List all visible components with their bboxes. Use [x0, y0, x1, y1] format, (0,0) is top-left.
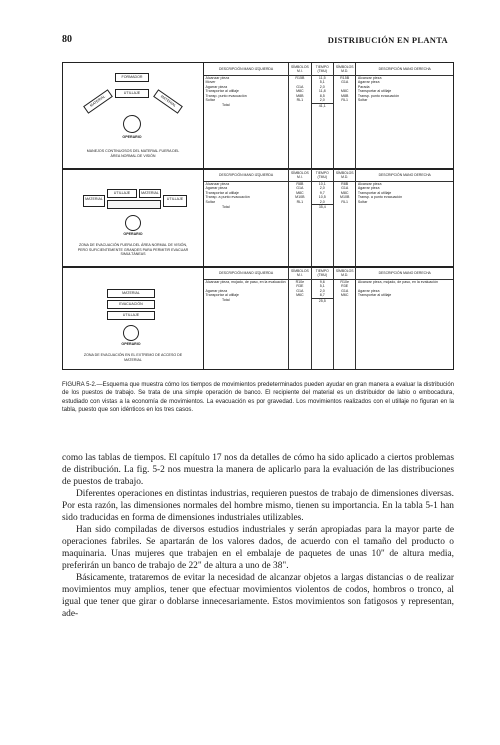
panel-1-header: DESCRIPCIÓN MANO IZQUIERDA [204, 63, 289, 76]
cell-right-symbol: G1A [333, 80, 355, 84]
cell-right-desc: Alcanzar pieza [356, 76, 453, 81]
cell-right-desc: Agarrar pieza [356, 80, 453, 84]
panel-2-header: TIEMPO (TMU) [311, 169, 333, 182]
panel-3-header: TIEMPO (TMU) [311, 267, 333, 280]
paragraph: como las tablas de tiempos. El capítulo 17 nos da detalles de cómo ha sido aplicado a ciertos problemas de distribución. La fig. 5-2 nos muestra la manera de aplicarlo para la evaluación de las distribuciones de puestos de trabajo. [62, 453, 454, 487]
paragraph: Básicamente, trataremos de evitar la necesidad de alcanzar objetos a largas distancias o de realizar movimientos muy amplios, tener que efectuar movimientos violentos de codos, hombros o tronco, al igual que tener que girar o doblarse innecesariamente. Estos movimientos son fatigosos y representan, ade- [62, 573, 454, 619]
panel-1-box-2: UTILLAJE [115, 89, 149, 98]
paragraph: Diferentes operaciones en distintas industrias, requieren puestos de trabajo de dimensiones diversas. Por esta razón, las dimensiones normales del hombre mismo, tienen su importancia. En la tabla 5-1 han sido traducidas en forma de dimensiones industriales utilizables. [62, 489, 454, 523]
cell-left-desc: Agarrar pieza [205, 84, 228, 89]
cell-left-symbol: M8C [289, 191, 311, 195]
cell-left-desc: Transp. punto evacuación [205, 93, 247, 98]
panel-1-box-4: MATERIAL [153, 89, 183, 114]
panel-2-bench [107, 200, 161, 209]
cell-time: 10,1 [311, 182, 333, 187]
cell-right-symbol: RL1 [333, 98, 355, 103]
total-value: 35,4 [311, 205, 333, 210]
panel-1-table [204, 63, 453, 169]
panel-3-operator-label: OPERARIO [121, 342, 141, 346]
panel-3-header: SÍMBOLOS M.I. [289, 267, 311, 280]
panel-3-table [204, 267, 453, 369]
total-label: Total [222, 204, 230, 209]
cell-right-desc: Soltar [356, 200, 453, 205]
panel-2-operator-label: OPERARIO [123, 232, 143, 236]
panel-3-box-3: UTILLAJE [107, 311, 155, 320]
cell-left-desc: Alcanzar pieza [205, 182, 230, 186]
cell-right-symbol: R3E [333, 284, 355, 288]
panel-3-box-2: EVACUACIÓN [107, 300, 155, 309]
panel-2-header: SÍMBOLOS M.D. [333, 169, 355, 182]
total-value: 41,1 [311, 103, 333, 108]
panel-2-box-4: UTILLAJE [163, 195, 187, 207]
cell-time: 8,7 [311, 293, 333, 298]
cell-time: 2,0 [311, 98, 333, 103]
cell-left-symbol: M8B [289, 94, 311, 98]
panel-3-header: DESCRIPCIÓN MANO DERECHA [356, 267, 453, 280]
panel-2-header: DESCRIPCIÓN MANO DERECHA [356, 169, 453, 182]
cell-right-symbol: M6C [333, 293, 355, 298]
cell-time: 9,7 [311, 191, 333, 195]
cell-left-symbol: G1A [289, 289, 311, 293]
panel-2-box-3: MATERIAL [139, 189, 161, 198]
panel-2-operator-icon [125, 215, 141, 231]
cell-left-desc: Transportar al utillaje [205, 89, 239, 94]
cell-left-symbol: M8C [289, 89, 311, 93]
total-value: 25,5 [311, 298, 333, 303]
cell-right-desc: Transportar al utillaje [356, 293, 453, 298]
cell-time: 11,8 [311, 89, 333, 93]
cell-right-symbol: R15B [333, 76, 355, 81]
panel-3-header: DESCRIPCIÓN MANO IZQUIERDA [204, 267, 289, 280]
cell-left-symbol: M6C [289, 293, 311, 298]
panel-1-operator-icon [123, 115, 141, 133]
cell-left-symbol: G1A [289, 186, 311, 190]
panel-3-header: SÍMBOLOS M.D. [333, 267, 355, 280]
cell-time: 2,0 [311, 85, 333, 89]
cell-left-desc: Transportar al utillaje [205, 190, 239, 195]
cell-time: 5,1 [311, 80, 333, 84]
panel-1-header: TIEMPO (TMU) [311, 63, 333, 76]
figure-5-2 [62, 62, 454, 372]
panel-1-header: SÍMBOLOS M.D. [333, 63, 355, 76]
panel-1-diagram [63, 63, 204, 169]
total-label: Total [222, 103, 230, 108]
cell-right-symbol: R10e [333, 280, 355, 285]
cell-left-desc: Agarrar pieza [205, 288, 228, 293]
cell-left-desc: Soltar [205, 199, 215, 204]
cell-left-symbol: M10B [289, 195, 311, 199]
panel-3-box-1: MATERIAL [107, 289, 155, 298]
cell-right-symbol: G1A [333, 289, 355, 293]
cell-time: 2,0 [311, 186, 333, 190]
cell-right-symbol: RL1 [333, 200, 355, 205]
cell-left-desc: Mover [205, 80, 216, 85]
paragraph: Han sido compiladas de diversos estudios industriales y serán apropiadas para la mayor parte de operaciones fabriles. Se apartarán de los valores dados, de acuerdo con el tamaño del producto o maquinaria. Unas mujeres que trabajen en el embalaje de paquetes de unas 10" de altura media, preferirán un banco de trabajo de 22" de altura a uno de 38". [62, 525, 454, 571]
panel-2-box-2: UTILLAJE [107, 189, 137, 198]
panel-1-header: DESCRIPCIÓN MANO DERECHA [356, 63, 453, 76]
cell-time: 11,5 [311, 76, 333, 81]
cell-left-symbol: G1A [289, 85, 311, 89]
panel-3-operator-icon [123, 325, 139, 341]
cell-right-symbol: M8C [333, 191, 355, 195]
cell-time: 2,0 [311, 289, 333, 293]
panel-1-box-3: MATERIAL [83, 89, 113, 114]
cell-right-symbol: G1A [333, 186, 355, 190]
panel-3-caption: ZONA DE EVACUACIÓN EN EL EXTREMO DE ACCESO DE MATERIAL [83, 353, 183, 362]
cell-left-desc: Agarrar pieza [205, 186, 228, 191]
cell-time: 9,6 [311, 280, 333, 285]
cell-right-desc: Transportar al utillaje [356, 89, 453, 93]
panel-2-header: SÍMBOLOS M.I. [289, 169, 311, 182]
panel-2-diagram [63, 169, 204, 267]
cell-left-symbol: R3E [289, 284, 311, 288]
cell-time: 2,0 [311, 200, 333, 205]
cell-right-desc: Agarrar pieza [356, 289, 453, 293]
figure-panel-3 [62, 266, 454, 370]
cell-time: 5,1 [311, 284, 333, 288]
cell-left-desc: Soltar [205, 98, 215, 103]
cell-right-symbol: R8B [333, 182, 355, 187]
panel-2-table [204, 169, 453, 267]
cell-right-desc: Parada [356, 85, 453, 89]
cell-right-desc: Agarrar pieza [356, 186, 453, 190]
panel-2-header: DESCRIPCIÓN MANO IZQUIERDA [204, 169, 289, 182]
panel-2-box-1: MATERIAL [83, 195, 105, 207]
cell-right-symbol: M8C [333, 89, 355, 93]
cell-right-desc: Soltar [356, 98, 453, 103]
cell-right-desc: Transportar al utillaje [356, 191, 453, 195]
cell-time: 10,5 [311, 195, 333, 199]
cell-left-symbol: RL1 [289, 200, 311, 205]
cell-left-desc: Transp. a punto evacuación [205, 195, 250, 200]
panel-1-box-1: FORMADOR [115, 73, 149, 82]
cell-left-symbol: RL1 [289, 98, 311, 103]
cell-time: 8,5 [311, 94, 333, 98]
panel-3-diagram [63, 267, 204, 369]
figure-panel-1 [62, 62, 454, 170]
panel-1-caption: MANEJOS CONTINUOSOS DEL MATERIAL FUERA DEL ÁREA NORMAL DE VISIÓN [86, 149, 180, 158]
running-title: DISTRIBUCIÓN EN PLANTA [327, 35, 448, 45]
total-label: Total [222, 298, 230, 303]
cell-left-desc: Alcanzar pieza, mojado, de paso, en la evaluación [205, 280, 286, 284]
body-text [62, 452, 454, 620]
cell-right-desc: Alcanzar pieza [356, 182, 453, 187]
cell-left-symbol: R10e [289, 280, 311, 285]
page-number: 80 [62, 34, 72, 45]
cell-left-desc: Transportar al utillaje [205, 293, 239, 298]
panel-1-header: SÍMBOLOS M.I. [289, 63, 311, 76]
cell-right-symbol: M8B [333, 94, 355, 98]
figure-caption: FIGURA 5-2.—Esquema que muestra cómo los tiempos de movimientos predeterminados pueden ayudar en gran manera a evaluar la distribución de los puestos de trabajo. Se trata de una simple operación de banco. El recipiente del material es un distribuidor de labio o embocadura, estudiado con vistas a la economía de movimientos. La evacuación es por gravedad. Los movimientos realizados con el utillaje no figuran en la tabla, puesto que son idénticos en los tres casos. [62, 382, 454, 413]
cell-right-desc: Transp. punto evacuación [356, 94, 453, 98]
cell-left-symbol: R8B [289, 182, 311, 187]
figure-panel-2 [62, 168, 454, 268]
cell-right-symbol: M10B [333, 195, 355, 199]
panel-2-caption: ZONA DE EVACUACIÓN FUERA DEL ÁREA NORMAL DE VISIÓN, PERO SUFICIENTEMENTE GRANDES PARA PERMITIR EVACUAR SIMULTÁNEAS [77, 243, 189, 257]
cell-left-symbol: R15B [289, 76, 311, 81]
cell-left-desc: Alcanzar pieza [205, 76, 230, 80]
cell-right-desc: Transp. a punto evacuación [356, 195, 453, 199]
panel-1-operator-label: OPERARIO [122, 135, 142, 139]
cell-right-desc: Alcanzar pieza, mojado, de paso, en la evaluación [356, 280, 453, 285]
